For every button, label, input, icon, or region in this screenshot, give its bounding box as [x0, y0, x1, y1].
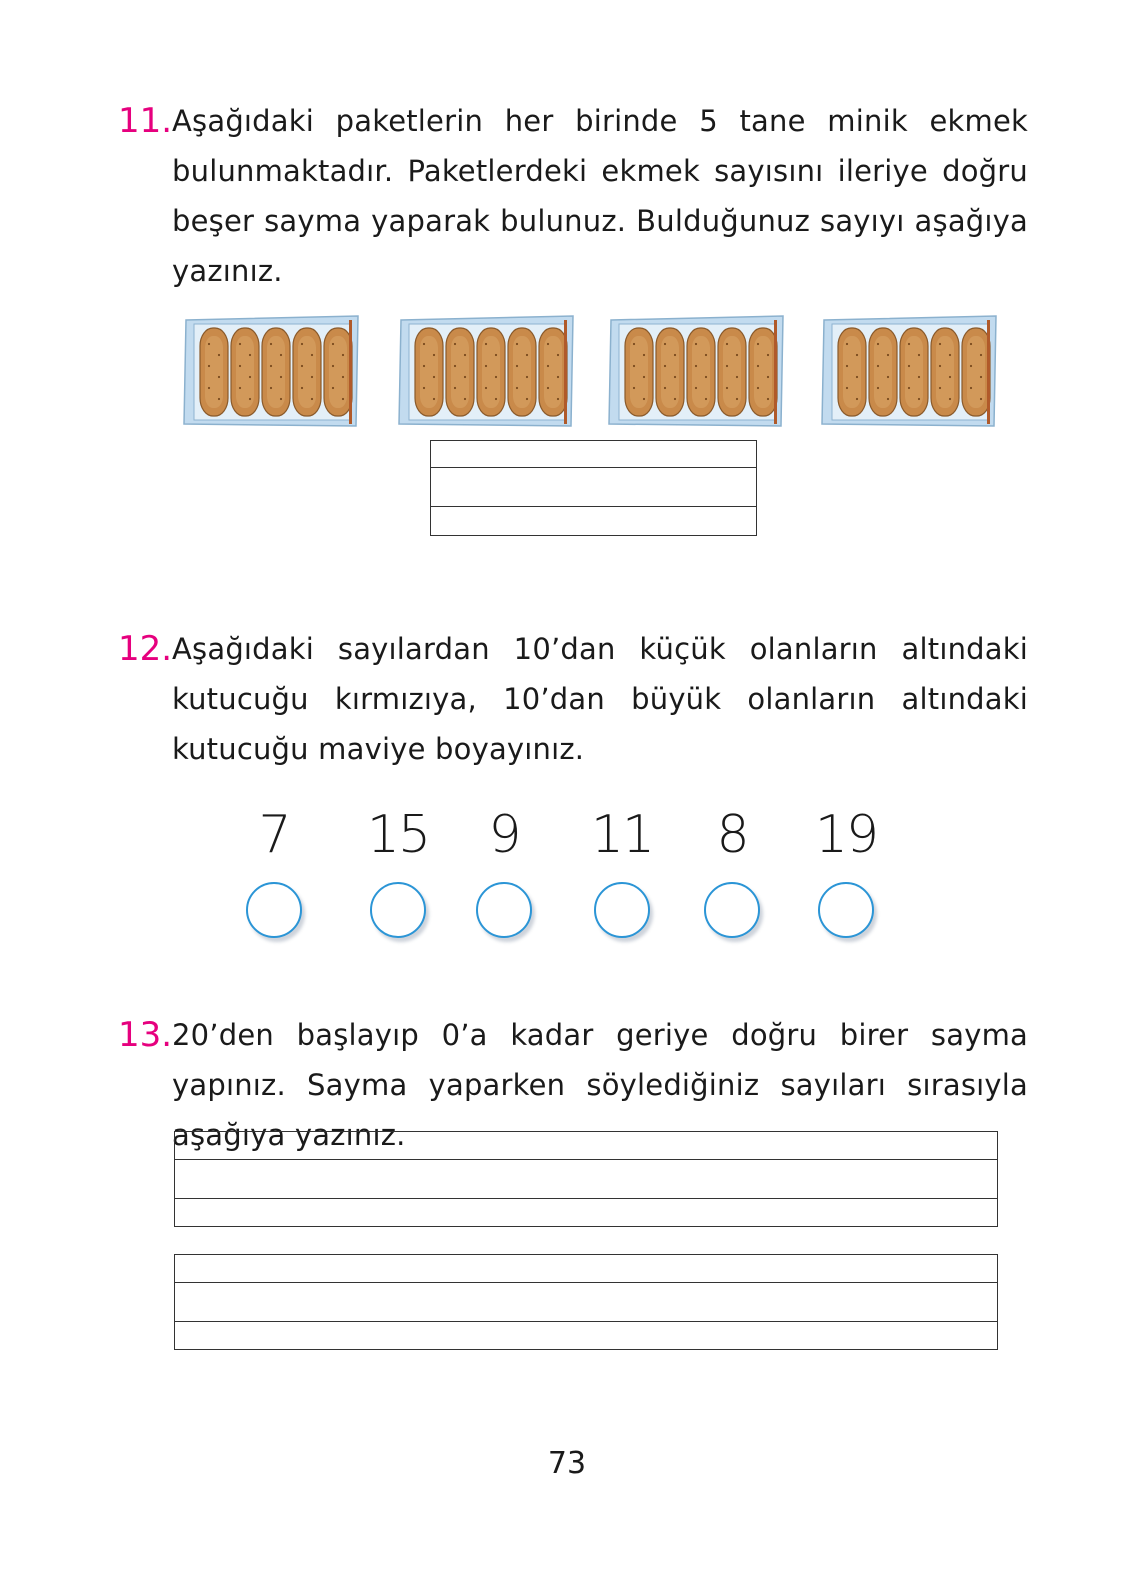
writing-line: [431, 506, 756, 507]
question-12: [118, 624, 1028, 774]
number-value: 15: [366, 805, 430, 865]
color-circle[interactable]: [704, 882, 760, 938]
number-value: 19: [814, 805, 878, 865]
color-circle[interactable]: [476, 882, 532, 938]
number-value: 11: [590, 805, 654, 865]
color-circle[interactable]: [594, 882, 650, 938]
question-number: 12.: [118, 629, 173, 669]
writing-line: [175, 1321, 997, 1322]
bread-package-icon: [820, 314, 1000, 430]
question-number: 11.: [118, 101, 173, 141]
number-item: [692, 800, 772, 938]
number-value: 8: [716, 805, 748, 865]
writing-line: [175, 1282, 997, 1283]
writing-line: [175, 1159, 997, 1160]
writing-line: [175, 1198, 997, 1199]
number-item: [582, 800, 662, 938]
number-row: [230, 800, 910, 950]
question-text: Aşağıdaki paketlerin her birinde 5 tane minik ekmek bulunmaktadır. Paketlerdeki ekmek sayısını ileriye doğru beşer sayma yaparak bulunuz. Bulduğunuz sayıyı aşağıya yazınız.: [172, 104, 1028, 288]
number-value: 9: [488, 805, 520, 865]
number-item: [234, 800, 314, 938]
question-text: Aşağıdaki sayılardan 10’dan küçük olanların altındaki kutucuğu kırmızıya, 10’dan büyük olanların altındaki kutucuğu maviye boyayınız.: [172, 632, 1028, 766]
answer-box-q13-2[interactable]: [174, 1254, 998, 1350]
number-value: 7: [258, 805, 290, 865]
number-item: [464, 800, 544, 938]
color-circle[interactable]: [818, 882, 874, 938]
question-text: 20’den başlayıp 0’a kadar geriye doğru birer sayma yapınız. Sayma yaparken söylediğiniz sayıları sırasıyla aşağıya yazınız.: [172, 1018, 1028, 1152]
bread-package-icon: [182, 314, 362, 430]
bread-package-icon: [397, 314, 577, 430]
question-11: [118, 96, 1028, 296]
bread-packages: [182, 314, 1042, 430]
number-item: [358, 800, 438, 938]
answer-box-q13-1[interactable]: [174, 1131, 998, 1227]
color-circle[interactable]: [370, 882, 426, 938]
number-item: [806, 800, 886, 938]
page-number: 73: [547, 1446, 587, 1481]
bread-package-icon: [607, 314, 787, 430]
question-number: 13.: [118, 1015, 173, 1055]
answer-box-q11[interactable]: [430, 440, 757, 536]
color-circle[interactable]: [246, 882, 302, 938]
writing-line: [431, 467, 756, 468]
